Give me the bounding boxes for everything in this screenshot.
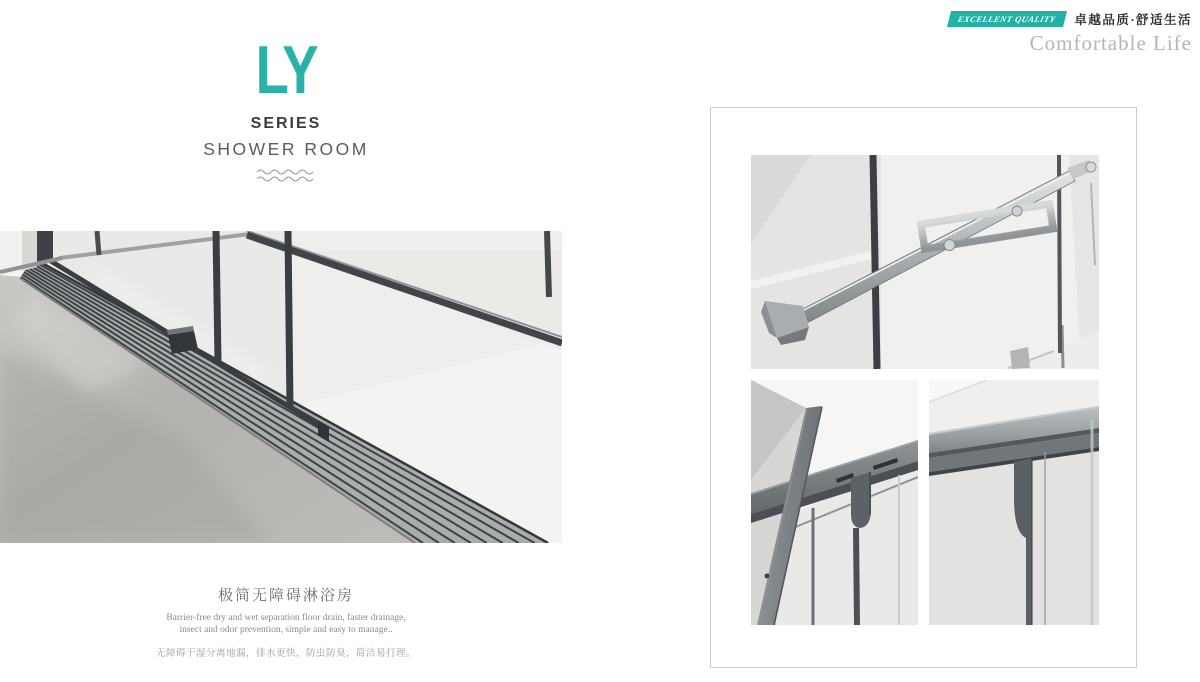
caption-description-zh: 无障碍干湿分离地漏，排水更快，防虫防臭，简洁易打理。 [155, 648, 416, 659]
brand-header [949, 10, 1192, 56]
caption-en-line2: insect and odor prevention, simple and easy to manage.. [179, 625, 393, 636]
caption-block [86, 584, 486, 659]
series-title-block [86, 32, 486, 189]
door-top-rail-photo [751, 380, 918, 625]
shower-floor-drain-photo [0, 231, 562, 543]
hanger-bracket-closeup-photo [929, 380, 1099, 625]
brand-row [949, 10, 1192, 28]
slogan-chinese: 卓越品质·舒适生活 [1074, 13, 1192, 27]
series-code: LY [255, 32, 317, 108]
series-label: SERIES [250, 115, 322, 132]
wave-decoration-icon [86, 168, 486, 189]
series-category: SHOWER ROOM [203, 139, 369, 159]
caption-description-en [86, 612, 486, 637]
slogan-english: Comfortable Life [1029, 31, 1192, 55]
caption-en-line1: Barrier-free dry and wet separation floor drain, faster drainage, [166, 613, 406, 623]
towel-bar-handle-photo [751, 155, 1099, 369]
caption-title-zh: 极简无障碍淋浴房 [217, 588, 354, 604]
detail-panel [710, 107, 1137, 668]
quality-badge: EXCELLENT QUALITY [947, 11, 1067, 27]
